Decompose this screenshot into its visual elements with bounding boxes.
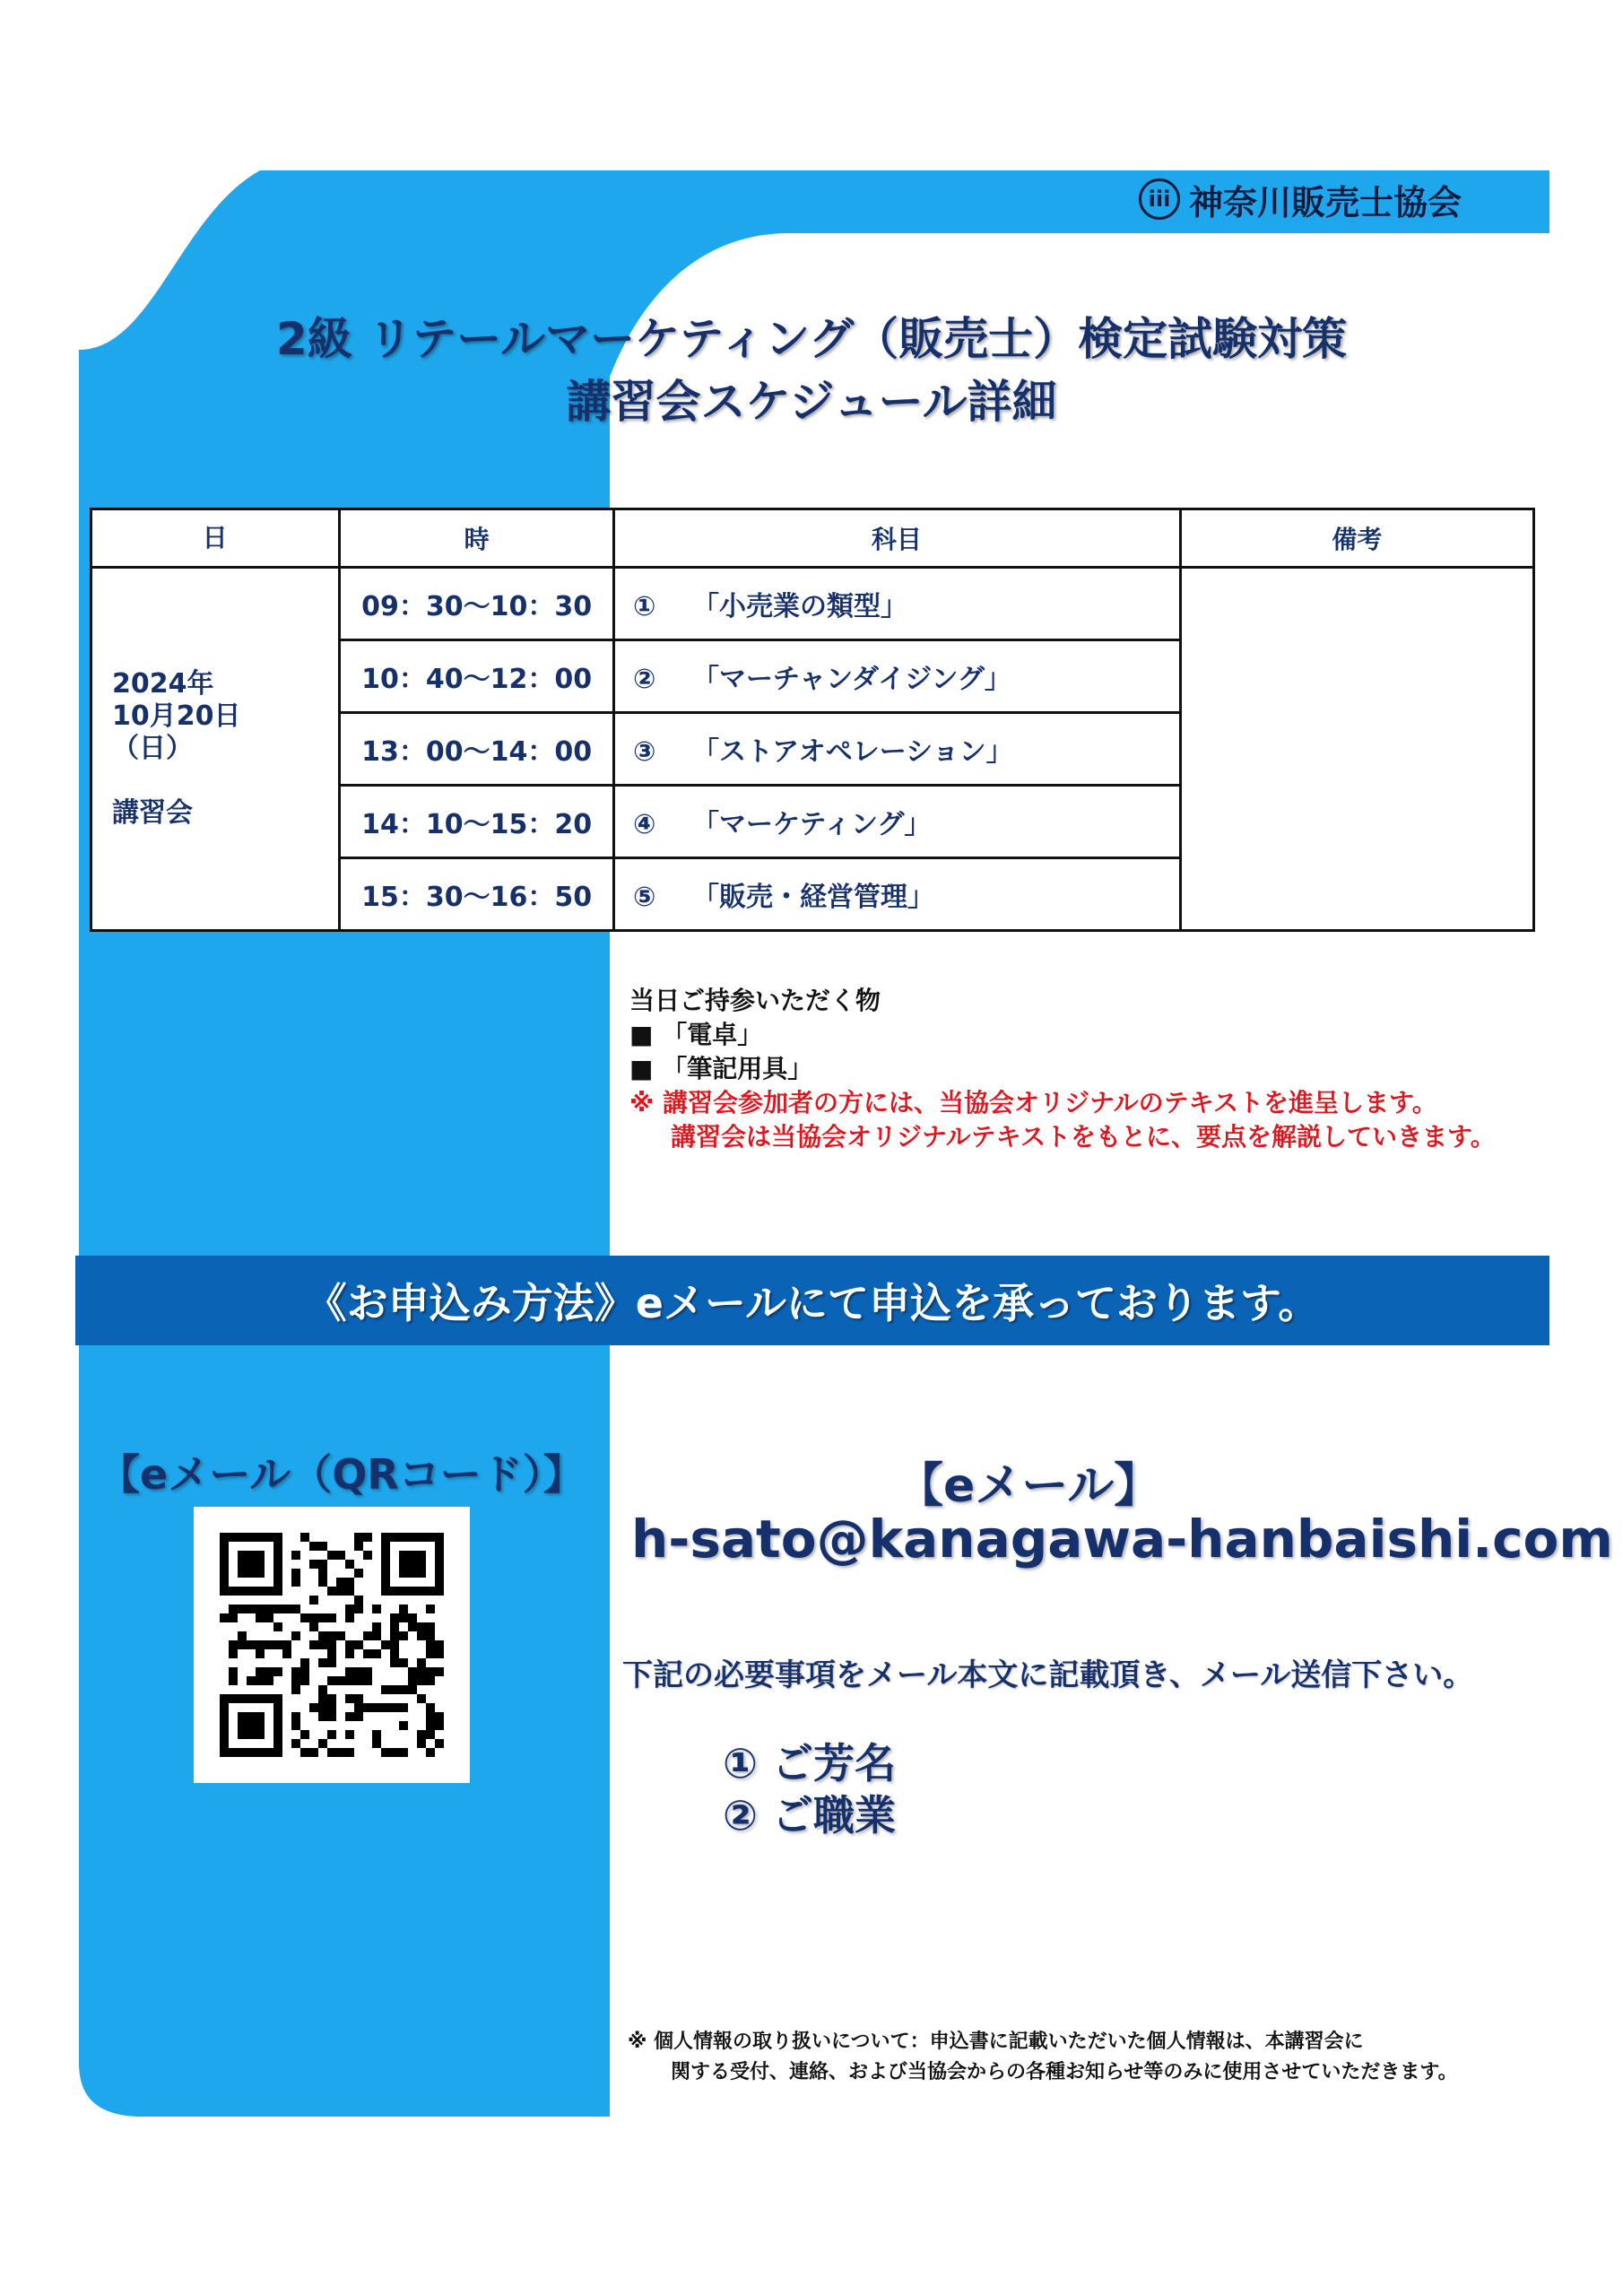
subject-name: 「販売・経営管理」 bbox=[691, 882, 934, 913]
association-emblem-icon: iii bbox=[1139, 178, 1180, 220]
note-cell bbox=[1180, 568, 1533, 931]
text-notice-detail: 講習会は当協会オリジナルテキストをもとに、要点を解説していきます。 bbox=[671, 1122, 1496, 1152]
day-weekday: （日） bbox=[112, 733, 193, 764]
email-instruction: 下記の必要事項をメール本文に記載頂き、メール送信下さい。 bbox=[622, 1657, 1474, 1693]
bring-item: ■ 「筆記用具」 bbox=[629, 1054, 813, 1083]
subject-cell bbox=[613, 640, 1180, 713]
email-label: 【eメール】 bbox=[897, 1459, 1161, 1513]
bring-item: ■ 「電卓」 bbox=[629, 1020, 763, 1049]
time-cell: 15：30〜16：50 bbox=[340, 858, 614, 931]
subject-name: 「小売業の類型」 bbox=[691, 591, 907, 622]
time-cell: 10：40〜12：00 bbox=[340, 640, 614, 713]
required-item-occupation: ② ご職業 bbox=[723, 1791, 896, 1839]
text-notice: ※ 講習会参加者の方には、当協会オリジナルのテキストを進呈します。 bbox=[629, 1088, 1437, 1118]
qr-label: 【eメール（QRコード）】 bbox=[99, 1450, 585, 1499]
brand-logo bbox=[1139, 176, 1462, 222]
subject-number: ④ bbox=[632, 809, 656, 840]
time-cell: 09：30〜10：30 bbox=[340, 568, 614, 640]
header-day: 日 bbox=[91, 509, 340, 568]
subject-number: ⑤ bbox=[632, 882, 656, 913]
brand-name: 神奈川販売士協会 bbox=[1189, 182, 1462, 222]
required-item-name: ① ご芳名 bbox=[723, 1739, 896, 1787]
day-cell bbox=[91, 568, 340, 931]
subject-cell bbox=[613, 858, 1180, 931]
items-to-bring bbox=[629, 984, 1496, 1154]
table-header-row bbox=[91, 509, 1534, 568]
subject-number: ① bbox=[632, 591, 656, 622]
time-cell: 13：00〜14：00 bbox=[340, 713, 614, 786]
time-cell: 14：10〜15：20 bbox=[340, 786, 614, 858]
email-address-link[interactable]: h-sato@kanagawa-hanbaishi.com bbox=[631, 1509, 1613, 1570]
qr-code-icon bbox=[220, 1533, 444, 1757]
bring-heading: 当日ご持参いただく物 bbox=[629, 986, 881, 1015]
day-year: 2024年 bbox=[112, 668, 214, 700]
privacy-line: 関する受付、連絡、および当協会からの各種お知らせ等のみに使用させていただきます。 bbox=[671, 2061, 1458, 2083]
subject-cell bbox=[613, 786, 1180, 858]
header-note: 備考 bbox=[1180, 509, 1533, 568]
header-subject: 科目 bbox=[613, 509, 1180, 568]
table-row bbox=[91, 568, 1534, 640]
qr-code[interactable] bbox=[194, 1507, 470, 1783]
subject-number: ② bbox=[632, 664, 656, 695]
header-time: 時 bbox=[340, 509, 614, 568]
application-method-banner: 《お申込み方法》eメールにて申込を承っております。 bbox=[75, 1256, 1549, 1345]
subject-name: 「マーケティング」 bbox=[691, 809, 932, 840]
subject-name: 「ストアオペレーション」 bbox=[691, 736, 1013, 768]
page-subtitle: 講習会スケジュール詳細 bbox=[566, 376, 1057, 428]
day-label: 講習会 bbox=[112, 797, 193, 829]
privacy-notice bbox=[628, 2027, 1458, 2088]
day-date: 10月20日 bbox=[112, 700, 241, 732]
schedule-table bbox=[90, 508, 1535, 932]
subject-cell bbox=[613, 713, 1180, 786]
subject-cell bbox=[613, 568, 1180, 640]
subject-number: ③ bbox=[632, 736, 656, 768]
subject-name: 「マーチャンダイジング」 bbox=[691, 664, 1011, 695]
page-title: 2級 リテールマーケティング（販売士）検定試験対策 bbox=[275, 313, 1348, 365]
privacy-line: ※ 個人情報の取り扱いについて：申込書に記載いただいた個人情報は、本講習会に bbox=[628, 2031, 1364, 2053]
